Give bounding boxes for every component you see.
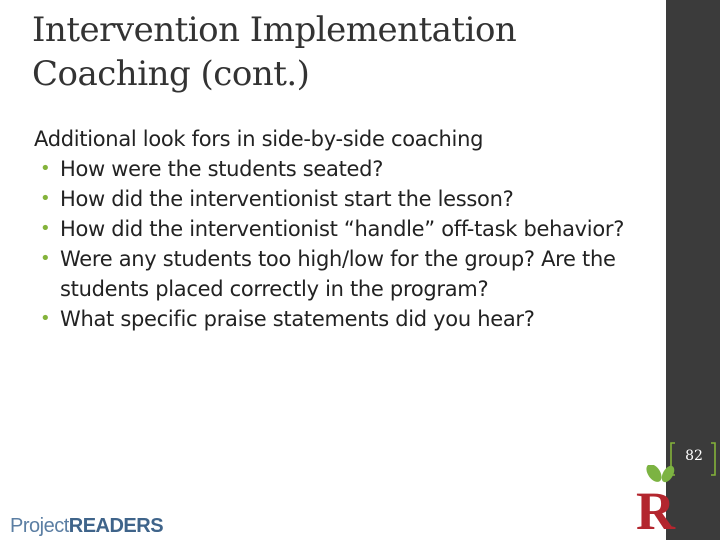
bullet-item: [34, 304, 654, 334]
title-line-2: Coaching (cont.): [32, 54, 310, 94]
bullet-text: Were any students too high/low for the group? Are the students placed correctly in the program?: [60, 247, 616, 301]
brand-part-project: Project: [10, 515, 69, 537]
page-number: 82: [685, 448, 703, 464]
bullet-text: What specific praise statements did you hear?: [60, 307, 535, 331]
bullet-icon: •: [40, 308, 51, 329]
bullet-icon: •: [40, 158, 51, 179]
intro-text: Additional look fors in side-by-side coaching: [34, 127, 484, 151]
bullet-item: [34, 244, 654, 304]
bullet-list: [34, 154, 654, 334]
slide-title: [32, 8, 652, 96]
bullet-item: [34, 154, 654, 184]
slide-body: [34, 124, 654, 334]
r-leaf-logo-icon: [628, 465, 688, 535]
title-line-1: Intervention Implementation: [32, 10, 517, 50]
bullet-icon: •: [40, 218, 51, 239]
bullet-text: How did the interventionist start the lesson?: [60, 187, 514, 211]
logo-letter: R: [636, 481, 675, 535]
bullet-text: How were the students seated?: [60, 157, 384, 181]
bullet-item: [34, 214, 654, 244]
bullet-icon: •: [40, 248, 51, 269]
bullet-text: How did the interventionist “handle” off-task behavior?: [60, 217, 625, 241]
project-readers-logo: [10, 515, 163, 538]
bullet-item: [34, 184, 654, 214]
bullet-icon: •: [40, 188, 51, 209]
brand-part-readers: READERS: [68, 515, 164, 537]
